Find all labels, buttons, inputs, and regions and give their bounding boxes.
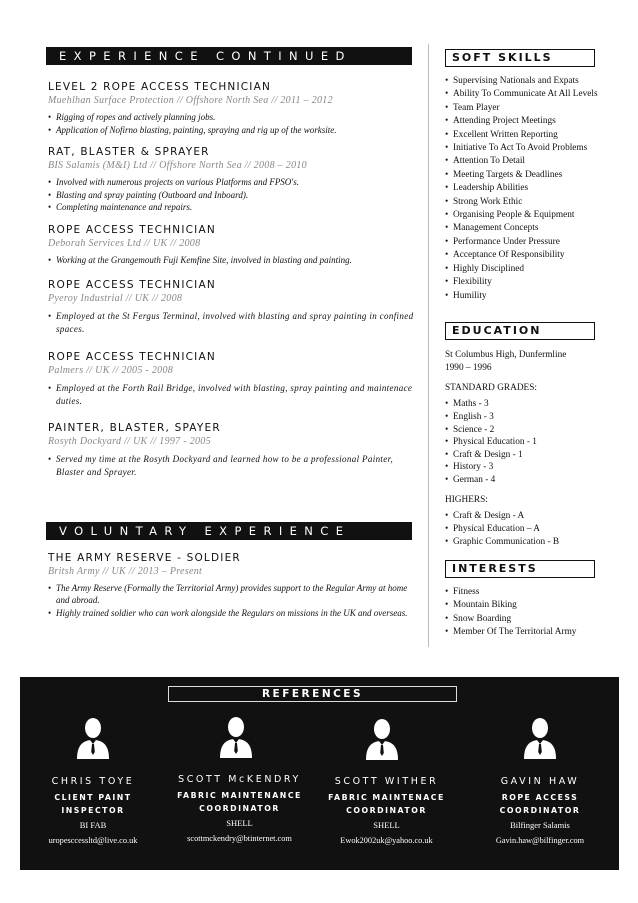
job-entry [48,278,414,337]
column-divider [428,44,429,647]
list-item: • Team Player [445,102,625,115]
job-title: ROPE ACCESS TECHNICIAN [48,224,216,236]
list-item: • Involved with numerous projects on various Platforms and FPSO's. [48,177,414,189]
list-item: • Acceptance Of Responsibility [445,249,625,262]
reference-name: SCOTT McKENDRY [178,774,301,785]
reference-email[interactable]: uropesccessltd@live.co.uk [48,836,138,845]
job-entry [48,80,414,137]
job-title: ROPE ACCESS TECHNICIAN [48,279,216,291]
reference-email[interactable]: Ewok2002uk@yahoo.co.uk [340,836,433,845]
references-panel [20,677,619,870]
education-section [445,349,625,548]
job-title: RAT, BLASTER & SPRAYER [48,146,210,158]
list-item: • Supervising Nationals and Expats [445,75,625,88]
list-item: • English - 3 [445,411,625,424]
job-subtitle: Britsh Army // UK // 2013 – Present [48,566,203,577]
reference-company: BI FAB [79,820,107,830]
list-item: • Craft & Design - 1 [445,449,625,462]
list-item: • Graphic Communication - B [445,536,625,549]
person-icon [365,718,399,760]
list-item: • Attention To Detail [445,155,625,168]
job-subtitle: Palmers // UK // 2005 - 2008 [48,365,174,376]
references-heading: REFERENCES [168,686,457,702]
job-title: ROPE ACCESS TECHNICIAN [48,351,216,363]
reference-company: SHELL [226,818,253,828]
reference-card [23,776,163,847]
list-item: • Employed at the Forth Rail Bridge, involved with blasting, spray painting and maintenace duties. [48,382,414,408]
list-item: • History - 3 [445,461,625,474]
experience-heading: EXPERIENCE CONTINUED [46,47,412,65]
job-entry [48,223,414,268]
voluntary-entry [48,551,414,621]
interests-heading: INTERESTS [445,560,595,578]
soft-skills-heading: SOFT SKILLS [445,49,595,67]
list-item: • Highly trained soldier who can work alongside the Regulars on missions in the UK and overseas. [48,608,414,620]
list-item: • Highly Disciplined [445,263,625,276]
reference-role: FABRIC MAINTENANCE COORDINATOR [177,791,302,813]
list-item: • Physical Education – A [445,523,625,536]
job-subtitle: Deborah Services Ltd // UK // 2008 [48,238,201,249]
voluntary-heading: VOLUNTARY EXPERIENCE [46,522,412,540]
list-item: • Physical Education - 1 [445,436,625,449]
reference-card [470,776,610,847]
standard-grades-label: STANDARD GRADES: [445,382,537,393]
job-title: PAINTER, BLASTER, SPAYER [48,422,221,434]
list-item: • Strong Work Ethic [445,196,625,209]
list-item: • Craft & Design - A [445,510,625,523]
person-icon [219,716,253,758]
reference-card [167,774,312,845]
list-item: • Management Concepts [445,222,625,235]
reference-name: SCOTT WITHER [334,776,439,787]
school-years: 1990 – 1996 [445,362,492,373]
job-title: LEVEL 2 ROPE ACCESS TECHNICIAN [48,81,272,93]
reference-name: GAVIN HAW [500,776,580,787]
highers-label: HIGHERS: [445,494,488,505]
list-item: • Snow Boarding [445,613,625,626]
reference-company: Bilfinger Salamis [510,820,570,830]
person-icon [523,717,557,759]
list-item: • Meeting Targets & Deadlines [445,169,625,182]
list-item: • Fitness [445,586,625,599]
list-item: • Maths - 3 [445,398,625,411]
job-subtitle: Muehlhan Surface Protection // Offshore North Sea // 2011 – 2012 [48,95,333,106]
list-item: • Completing maintenance and repairs. [48,202,414,214]
list-item: • The Army Reserve (Formally the Territorial Army) provides support to the Regular Army at home and abroad. [48,583,414,606]
list-item: • Mountain Biking [445,599,625,612]
reference-name: CHRIS TOYE [51,776,135,787]
reference-card [314,776,459,847]
job-subtitle: Pyeroy Industrial // UK // 2008 [48,293,183,304]
reference-role: CLIENT PAINT INSPECTOR [54,793,132,815]
school-name: St Columbus High, Dunfermline [445,350,567,360]
list-item: • Leadership Abilities [445,182,625,195]
list-item: • Ability To Communicate At All Levels [445,88,625,101]
list-item: • Science - 2 [445,424,625,437]
list-item: • Initiative To Act To Avoid Problems [445,142,625,155]
list-item: • Employed at the St Fergus Terminal, involved with blasting and spray painting in confined spaces. [48,310,414,336]
list-item: • Flexibility [445,276,625,289]
reference-role: ROPE ACCESS COORDINATOR [499,793,581,815]
list-item: • German - 4 [445,474,625,487]
education-heading: EDUCATION [445,322,595,340]
reference-company: SHELL [373,820,400,830]
job-subtitle: Rosyth Dockyard // UK // 1997 - 2005 [48,436,211,447]
job-entry [48,421,414,480]
soft-skills-list [445,75,625,303]
job-subtitle: BIS Salamis (M&I) Ltd // Offshore North Sea // 2008 – 2010 [48,160,307,171]
list-item: • Member Of The Territorial Army [445,626,625,639]
job-entry [48,145,414,215]
list-item: • Attending Project Meetings [445,115,625,128]
job-entry [48,350,414,409]
job-title: THE ARMY RESERVE - SOLDIER [48,552,241,564]
reference-role: FABRIC MAINTENACE COORDINATOR [328,793,445,815]
interests-list [445,586,625,640]
list-item: • Rigging of ropes and actively planning jobs. [48,112,414,124]
list-item: • Served my time at the Rosyth Dockyard and learned how to be a professional Painter, Blaster and Sprayer. [48,453,414,479]
reference-email[interactable]: Gavin.haw@bilfinger.com [495,836,585,845]
list-item: • Blasting and spray painting (Outboard and Inboard). [48,190,414,202]
list-item: • Performance Under Pressure [445,236,625,249]
list-item: • Working at the Grangemouth Fuji Kemfine Site, involved in blasting and painting. [48,255,414,267]
list-item: • Excellent Written Reporting [445,129,625,142]
list-item: • Organising People & Equipment [445,209,625,222]
reference-email[interactable]: scottmckendry@btinternet.com [187,834,292,843]
list-item: • Application of Nofirno blasting, painting, spraying and rig up of the worksite. [48,125,414,137]
person-icon [76,717,110,759]
list-item: • Humility [445,290,625,303]
